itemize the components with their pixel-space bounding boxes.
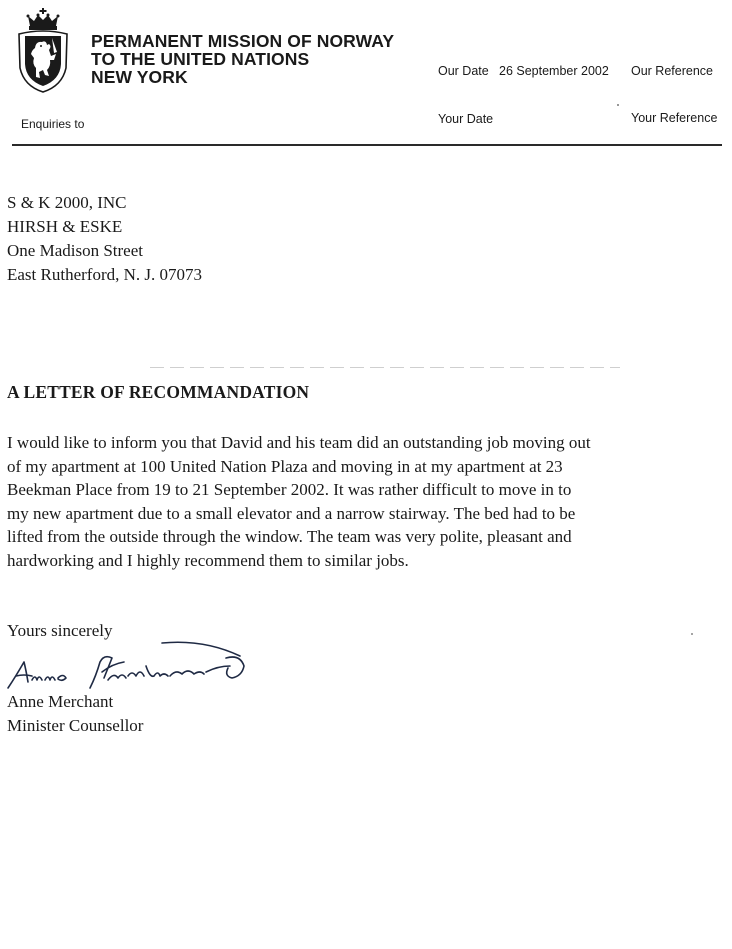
org-line-3: NEW YORK [91, 67, 188, 87]
body-line: I would like to inform you that David and his team did an outstanding job moving out [7, 433, 591, 452]
scan-speck [617, 104, 619, 106]
scan-speck [691, 633, 693, 635]
your-date-label: Your Date [438, 112, 494, 126]
signer-name: Anne Merchant [7, 692, 114, 711]
org-line-1: PERMANENT MISSION OF NORWAY [91, 31, 395, 51]
faint-divider [150, 367, 620, 368]
body-line: Beekman Place from 19 to 21 September 2002. It was rather difficult to move in to [7, 480, 572, 500]
your-reference-label: Your Reference [631, 111, 718, 125]
address-line: HIRSH & ESKE [7, 217, 123, 236]
body-line: hardworking and I highly recommend them to similar jobs. [7, 550, 409, 570]
body-line: lifted from the outside through the window. The team was very polite, pleasant and [7, 527, 572, 547]
signer-title: Minister Counsellor [7, 716, 144, 735]
body-line: of my apartment at 100 United Nation Plaza and moving in at my apartment at 23 [7, 456, 563, 476]
closing: Yours sincerely [7, 621, 113, 640]
norwegian-coat-of-arms-icon [16, 8, 70, 94]
letter-body [7, 431, 729, 573]
recipient-address [7, 191, 202, 287]
address-line: S & K 2000, INC [7, 193, 127, 212]
body-line: my new apartment due to a small elevator and a narrow stairway. The bed had to be [7, 503, 576, 523]
letterhead-divider [12, 144, 722, 146]
org-line-2: TO THE UNITED NATIONS [91, 49, 310, 69]
letter-heading: A LETTER OF RECOMMANDATION [7, 382, 310, 402]
letterhead-organization [91, 32, 394, 86]
enquiries-label: Enquiries to [21, 117, 85, 131]
our-date-value: 26 September 2002 [499, 64, 609, 78]
handwritten-signature [4, 636, 254, 696]
our-date-label: Our Date [438, 64, 489, 78]
address-line: East Rutherford, N. J. 07073 [7, 265, 203, 284]
address-line: One Madison Street [7, 241, 143, 260]
our-reference-label: Our Reference [631, 64, 713, 78]
